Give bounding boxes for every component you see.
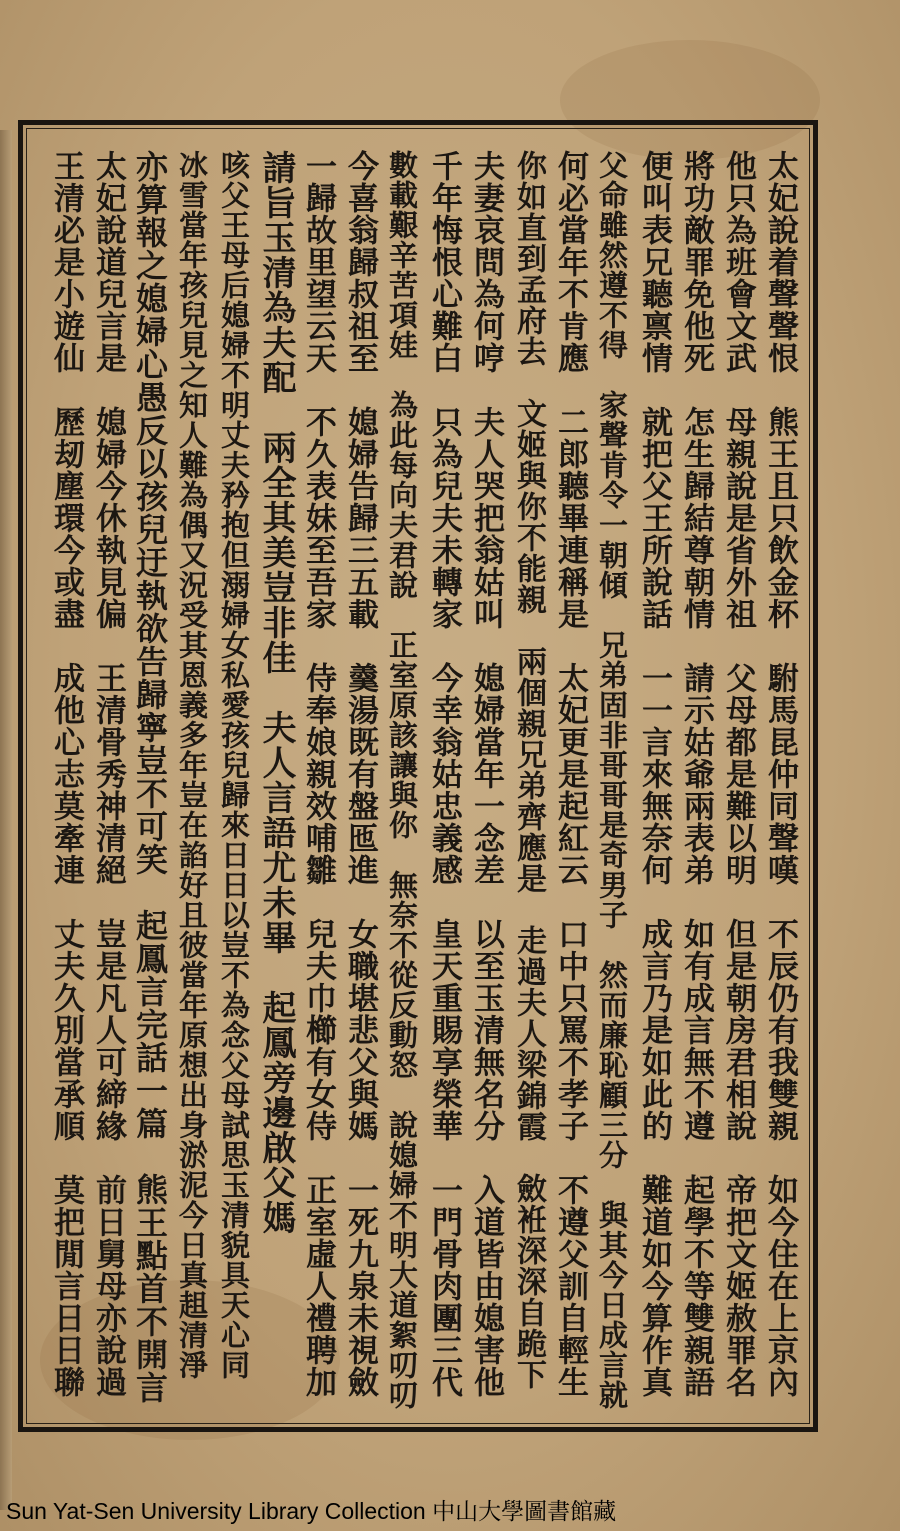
text-column: 亦算報之媳婦心愚反以孩兒迂執欲告歸寧豈不可笑 起鳳言完話一篇 熊王點首不開言 (131, 150, 169, 1404)
text-column: 王清必是小遊仙 歷刼塵環今或盡 成他心志莫牽連 丈夫久別當承順 莫把閒言日日聯 (48, 150, 84, 1398)
text-column: 一歸故里望云天 不久表妹至吾家 侍奉娘親效哺雛 兒夫巾櫛有女侍 正室虛人禮聘加 (300, 150, 336, 1398)
text-column: 千年悔恨心難白 只為兒夫未轉家 今幸翁姑忠義感 皇天重賜享榮華 一門骨肉團三代 (426, 150, 462, 1398)
text-column: 何必當年不肯應 二郎聽畢連稱是 太妃更是起紅云 口中只罵不孝子 不遵父訓自輕生 (552, 150, 588, 1398)
library-collection-caption: Sun Yat-Sen University Library Collection 中山大學圖書館藏 (6, 1498, 617, 1524)
text-column: 請旨玉清為夫配 兩全其美豈非佳 夫人言語尤未畢 起鳳旁邊啟父媽 (256, 150, 296, 1235)
book-spine-edge (0, 130, 12, 1510)
text-column: 他只為班會文武 母親說是省外祖 父母都是難以明 但是朝房君相說 帝把文姬赦罪名 (720, 150, 756, 1398)
text-column: 冰雪當年孩兒見之知人難為偶又況受其恩義多年豈在諂好且彼當年原想出身淤泥今日真趄清淨 (175, 150, 209, 1380)
text-column: 父命雖然遵不得 家聲肯令一朝傾 兄弟固非哥哥是奇男子 然而廉恥顧三分 與其今日成言就 (595, 150, 629, 1410)
text-column: 太妃說道兒言是 媳婦今休執見偏 王清骨秀神清絕 豈是凡人可締緣 前日舅母亦說過 (90, 150, 126, 1398)
text-column: 你如直到孟府去 文姬與你不能親 兩個親兄弟齊應是 走過夫人梁錦霞 斂袵深深自跪下 (511, 150, 546, 1390)
text-column: 今喜翁歸叔祖至 媳婦告歸三五載 羹湯既有盤匜進 女職堪悲父與媽 一死九泉未視斂 (342, 150, 378, 1398)
text-column: 咳父王母后媳婦不明丈夫矜抱但溺婦女私愛孩兒歸來日日以豈不為念父母試思玉清貌具天心同 (217, 150, 251, 1380)
text-column: 夫妻哀問為何哼 夫人哭把翁姑叫 媳婦當年一念差 以至玉清無名分 入道皆由媳害他 (468, 150, 504, 1398)
text-column: 數載艱辛苦項娃 為此每向夫君說 正室原該讓與你 無奈不從反動怒 說媳婦不明大道絮叨叨 (385, 150, 419, 1410)
text-column: 便叫表兄聽禀情 就把父王所說話 一一言來無奈何 成言乃是如此的 難道如今算作真 (636, 150, 672, 1398)
text-column: 將功敵罪免他死 怎生歸結尊朝情 請示姑爺兩表弟 如有成言無不遵 起學不等雙親語 (678, 150, 714, 1398)
text-column: 太妃說着聲聲恨 熊王且只飲金杯 駙馬昆仲同聲嘆 不辰仍有我雙親 如今住在上京內 (762, 150, 798, 1398)
